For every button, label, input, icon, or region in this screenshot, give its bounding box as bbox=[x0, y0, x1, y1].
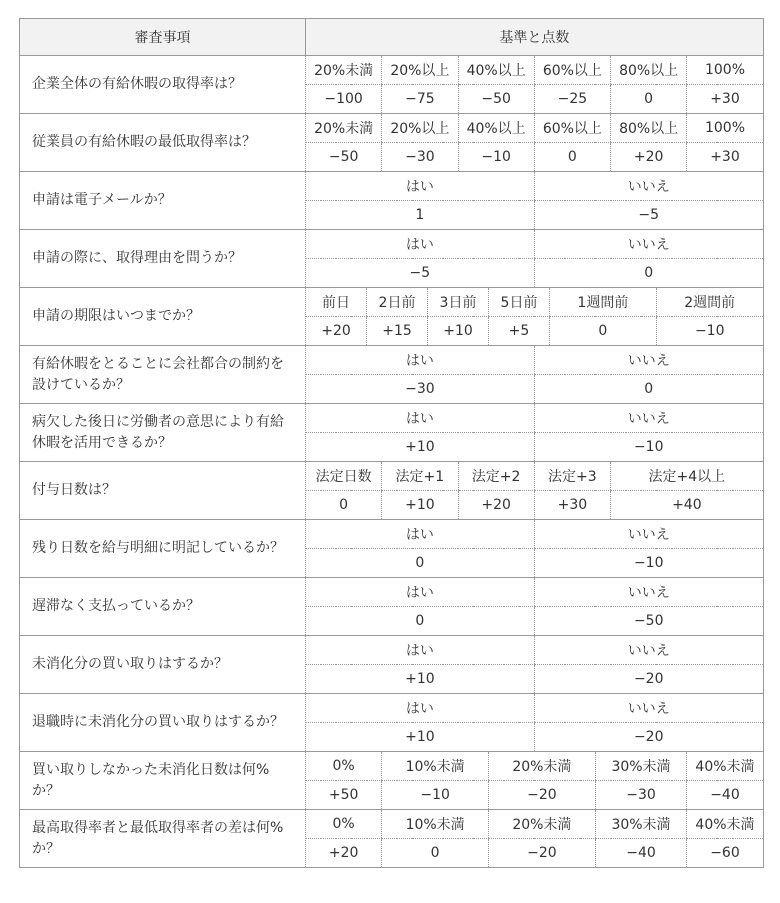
criterion-label: 買い取りしなかった未消化日数は何%か？ bbox=[20, 752, 306, 810]
table-row bbox=[20, 288, 764, 317]
criterion-label: 遅滞なく支払っているか？ bbox=[20, 578, 306, 636]
option-label: はい bbox=[306, 404, 535, 433]
table-row bbox=[20, 346, 764, 375]
header-item: 審査事項 bbox=[20, 19, 306, 56]
option-label: はい bbox=[306, 578, 535, 607]
option-label: 1週間前 bbox=[550, 288, 657, 317]
option-label: 2日前 bbox=[367, 288, 428, 317]
option-label: 前日 bbox=[306, 288, 367, 317]
option-label: いいえ bbox=[534, 172, 763, 201]
option-label: 20%未満 bbox=[489, 810, 596, 839]
criterion-label: 企業全体の有給休暇の取得率は？ bbox=[20, 56, 306, 114]
criterion-label: 退職時に未消化分の買い取りはするか？ bbox=[20, 694, 306, 752]
table-row bbox=[20, 636, 764, 665]
option-label: 30%未満 bbox=[595, 810, 687, 839]
score-value: +10 bbox=[382, 491, 458, 520]
option-label: いいえ bbox=[534, 404, 763, 433]
score-value: +30 bbox=[534, 491, 610, 520]
criterion-label: 最高取得率者と最低取得率者の差は何%か？ bbox=[20, 810, 306, 868]
score-value: −20 bbox=[534, 723, 763, 752]
score-value: −50 bbox=[534, 607, 763, 636]
score-value: +10 bbox=[306, 723, 535, 752]
option-label: 20%以上 bbox=[382, 56, 458, 85]
table-row bbox=[20, 462, 764, 491]
score-value: −10 bbox=[656, 317, 763, 346]
score-value: +5 bbox=[489, 317, 550, 346]
option-label: 10%未満 bbox=[382, 810, 489, 839]
option-label: 法定+4以上 bbox=[611, 462, 764, 491]
option-label: はい bbox=[306, 520, 535, 549]
option-label: 3日前 bbox=[428, 288, 489, 317]
score-value: +20 bbox=[611, 143, 687, 172]
option-label: いいえ bbox=[534, 578, 763, 607]
score-value: +10 bbox=[306, 433, 535, 462]
score-value: +30 bbox=[687, 85, 763, 114]
table-body bbox=[20, 56, 764, 868]
table-row bbox=[20, 404, 764, 433]
option-label: 80%以上 bbox=[611, 56, 687, 85]
score-value: −20 bbox=[489, 781, 596, 810]
score-value: 0 bbox=[382, 839, 489, 868]
score-value: 0 bbox=[306, 607, 535, 636]
header-criteria: 基準と点数 bbox=[306, 19, 764, 56]
option-label: 40%以上 bbox=[458, 56, 534, 85]
criterion-label: 申請の際に、取得理由を問うか？ bbox=[20, 230, 306, 288]
criterion-label: 申請は電子メールか？ bbox=[20, 172, 306, 230]
option-label: 法定+1 bbox=[382, 462, 458, 491]
score-value: −10 bbox=[534, 549, 763, 578]
score-value: −100 bbox=[306, 85, 382, 114]
score-value: +10 bbox=[428, 317, 489, 346]
score-value: −30 bbox=[595, 781, 687, 810]
option-label: 60%以上 bbox=[534, 56, 610, 85]
criterion-label: 申請の期限はいつまでか？ bbox=[20, 288, 306, 346]
score-value: −40 bbox=[595, 839, 687, 868]
option-label: 40%未満 bbox=[687, 810, 763, 839]
option-label: いいえ bbox=[534, 346, 763, 375]
option-label: 100% bbox=[687, 56, 763, 85]
score-value: 0 bbox=[534, 143, 610, 172]
score-value: 0 bbox=[534, 259, 763, 288]
table-row bbox=[20, 114, 764, 143]
score-value: +50 bbox=[306, 781, 382, 810]
option-label: いいえ bbox=[534, 230, 763, 259]
table-row bbox=[20, 752, 764, 781]
score-value: −40 bbox=[687, 781, 763, 810]
option-label: 100% bbox=[687, 114, 763, 143]
score-value: −75 bbox=[382, 85, 458, 114]
score-value: +20 bbox=[458, 491, 534, 520]
table-row bbox=[20, 172, 764, 201]
option-label: 30%未満 bbox=[595, 752, 687, 781]
option-label: はい bbox=[306, 346, 535, 375]
criterion-label: 付与日数は？ bbox=[20, 462, 306, 520]
table-row bbox=[20, 230, 764, 259]
score-value: −25 bbox=[534, 85, 610, 114]
option-label: いいえ bbox=[534, 520, 763, 549]
option-label: 法定日数 bbox=[306, 462, 382, 491]
score-value: −50 bbox=[458, 85, 534, 114]
option-label: 20%以上 bbox=[382, 114, 458, 143]
score-value: −10 bbox=[534, 433, 763, 462]
option-label: いいえ bbox=[534, 636, 763, 665]
table-row bbox=[20, 694, 764, 723]
option-label: 10%未満 bbox=[382, 752, 489, 781]
score-value: −50 bbox=[306, 143, 382, 172]
option-label: 0% bbox=[306, 810, 382, 839]
criterion-label: 未消化分の買い取りはするか？ bbox=[20, 636, 306, 694]
criterion-label: 残り日数を給与明細に明記しているか？ bbox=[20, 520, 306, 578]
score-value: +40 bbox=[611, 491, 764, 520]
option-label: 2週間前 bbox=[656, 288, 763, 317]
score-value: −10 bbox=[382, 781, 489, 810]
option-label: 法定+3 bbox=[534, 462, 610, 491]
score-value: 1 bbox=[306, 201, 535, 230]
score-value: +20 bbox=[306, 839, 382, 868]
criterion-label: 従業員の有給休暇の最低取得率は？ bbox=[20, 114, 306, 172]
table-row bbox=[20, 520, 764, 549]
option-label: いいえ bbox=[534, 694, 763, 723]
option-label: 20%未満 bbox=[306, 114, 382, 143]
option-label: はい bbox=[306, 172, 535, 201]
header-row bbox=[20, 19, 764, 56]
option-label: 40%未満 bbox=[687, 752, 763, 781]
option-label: 20%未満 bbox=[489, 752, 596, 781]
option-label: はい bbox=[306, 694, 535, 723]
score-value: −5 bbox=[534, 201, 763, 230]
score-value: −10 bbox=[458, 143, 534, 172]
option-label: 法定+2 bbox=[458, 462, 534, 491]
score-value: −30 bbox=[306, 375, 535, 404]
score-value: 0 bbox=[534, 375, 763, 404]
score-value: 0 bbox=[550, 317, 657, 346]
criterion-label: 病欠した後日に労働者の意思により有給休暇を活用できるか？ bbox=[20, 404, 306, 462]
option-label: 0% bbox=[306, 752, 382, 781]
table-row bbox=[20, 56, 764, 85]
option-label: 60%以上 bbox=[534, 114, 610, 143]
option-label: 20%未満 bbox=[306, 56, 382, 85]
criterion-label: 有給休暇をとることに会社都合の制約を設けているか？ bbox=[20, 346, 306, 404]
score-value: −30 bbox=[382, 143, 458, 172]
score-value: +10 bbox=[306, 665, 535, 694]
score-value: 0 bbox=[611, 85, 687, 114]
option-label: 5日前 bbox=[489, 288, 550, 317]
option-label: はい bbox=[306, 230, 535, 259]
score-value: +30 bbox=[687, 143, 763, 172]
score-value: −5 bbox=[306, 259, 535, 288]
score-value: −20 bbox=[489, 839, 596, 868]
score-value: −60 bbox=[687, 839, 763, 868]
table-row bbox=[20, 578, 764, 607]
score-value: +15 bbox=[367, 317, 428, 346]
score-value: +20 bbox=[306, 317, 367, 346]
score-value: 0 bbox=[306, 549, 535, 578]
option-label: はい bbox=[306, 636, 535, 665]
score-value: −20 bbox=[534, 665, 763, 694]
option-label: 40%以上 bbox=[458, 114, 534, 143]
evaluation-table bbox=[19, 18, 764, 868]
score-value: 0 bbox=[306, 491, 382, 520]
table-row bbox=[20, 810, 764, 839]
option-label: 80%以上 bbox=[611, 114, 687, 143]
